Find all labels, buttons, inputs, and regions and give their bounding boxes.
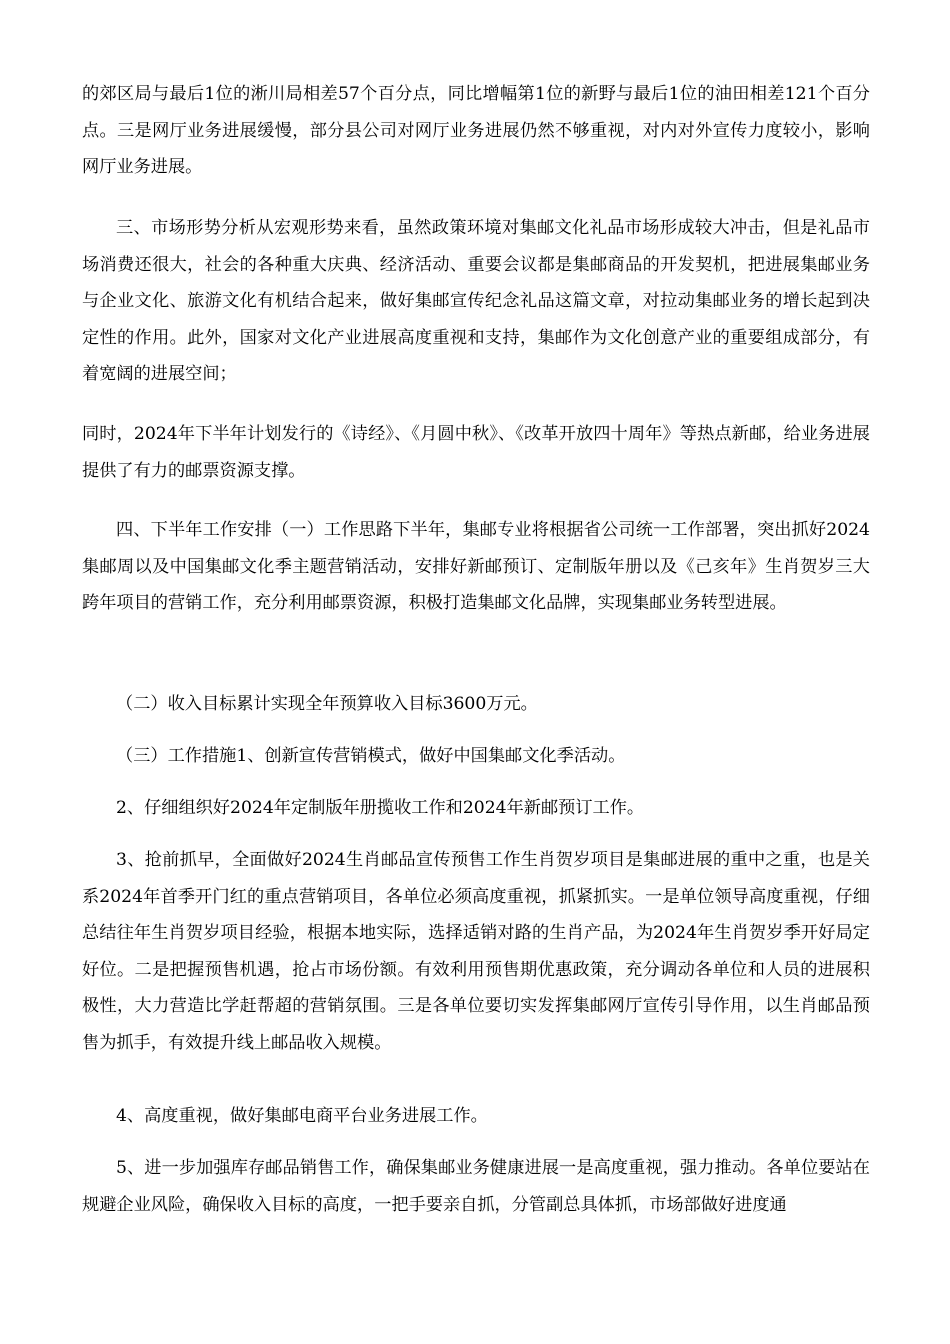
- paragraph-revenue-target: （二）收入目标累计实现全年预算收入目标3600万元。: [116, 694, 538, 714]
- paragraph-measure-4: 4、高度重视，做好集邮电商平台业务进展工作。: [116, 1106, 488, 1126]
- paragraph-measure-5: 5、进一步加强库存邮品销售工作，确保集邮业务健康进展一是高度重视，强力推动。各单位要站在规避企业风险，确保收入目标的高度，一把手要亲自抓，分管副总具体抓，市场部做好进度通: [82, 1158, 870, 1215]
- paragraph-market-analysis: 三、市场形势分析从宏观形势来看，虽然政策环境对集邮文化礼品市场形成较大冲击，但是礼品市场消费还很大，社会的各种重大庆典、经济活动、重要会议都是集邮商品的开发契机，把进展集邮业务与企业文化、旅游文化有机结合起来，做好集邮宣传纪念礼品这篇文章，对拉动集邮业务的增长起到决定性的作用。此外，国家对文化产业进展高度重视和支持，集邮作为文化创意产业的重要组成部分，有着宽阔的进展空间；: [82, 218, 870, 384]
- paragraph-new-stamps: 同时，2024年下半年计划发行的《诗经》、《月圆中秋》、《改革开放四十周年》等热点新邮，给业务进展提供了有力的邮票资源支撑。: [82, 424, 870, 481]
- paragraph-measure-3: 3、抢前抓早，全面做好2024生肖邮品宣传预售工作生肖贺岁项目是集邮进展的重中之重，也是关系2024年首季开门红的重点营销项目，各单位必须高度重视，抓紧抓实。一是单位领导高度重视，仔细总结往年生肖贺岁项目经验，根据本地实际，选择适销对路的生肖产品，为2024年生肖贺岁季开好局定好位。二是把握预售机遇，抢占市场份额。有效利用预售期优惠政策，充分调动各单位和人员的进展积极性，大力营造比学赶帮超的营销氛围。三是各单位要切实发挥集邮网厅宣传引导作用，以生肖邮品预售为抓手，有效提升线上邮品收入规模。: [82, 850, 870, 1053]
- paragraph-continuation: 的郊区局与最后1位的淅川局相差57个百分点，同比增幅第1位的新野与最后1位的油田相差121个百分点。三是网厅业务进展缓慢，部分县公司对网厅业务进展仍然不够重视，对内对外宣传力度较小，影响网厅业务进展。: [82, 84, 870, 177]
- paragraph-measure-1: （三）工作措施1、创新宣传营销模式，做好中国集邮文化季活动。: [116, 746, 626, 766]
- paragraph-measure-2: 2、仔细组织好2024年定制版年册揽收工作和2024年新邮预订工作。: [116, 798, 645, 818]
- paragraph-work-plan: 四、下半年工作安排（一）工作思路下半年，集邮专业将根据省公司统一工作部署，突出抓好2024集邮周以及中国集邮文化季主题营销活动，安排好新邮预订、定制版年册以及《己亥年》生肖贺岁三大跨年项目的营销工作，充分利用邮票资源，积极打造集邮文化品牌，实现集邮业务转型进展。: [82, 520, 870, 613]
